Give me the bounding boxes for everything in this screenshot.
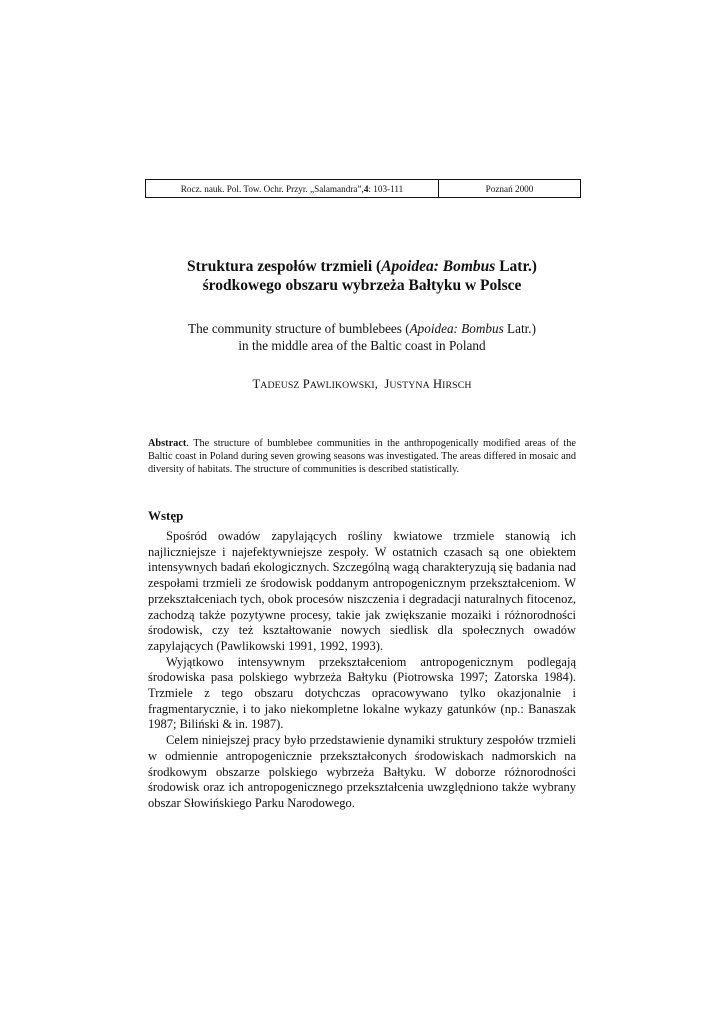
place-year: Poznań 2000 [485,183,534,194]
section-body [148,529,576,812]
abstract [148,437,576,477]
author-2: JUSTYNA HIRSCH [384,377,472,391]
journal-citation [146,180,439,197]
paragraph: Celem niniejszej pracy było przedstawienie dynamiki struktury zespołów trzmieli w odmiennie antropogenicznie przekształconych środowiskach nadmorskich na środkowym obszarze polskiego wybrzeża Bałtyku. W doborze różnorodności środowisk oraz ich antropogenicznego przekształcenia uwzględniono także wybrany obszar Słowińskiego Parku Narodowego. [148,733,576,810]
paragraph: Wyjątkowo intensywnym przekształceniom antropogenicznym podlegają środowiska pasa polskiego wybrzeża Bałtyku (Piotrowska 1997; Zatorska 1984). Trzmiele z tego obszaru dotychczas opracowywano tylko okazjonalnie i fragmentarycznie, i to jako niekompletne lokalne wykazy gatunków (np.: Banaszak 1987; Biliński & in. 1987). [148,654,576,732]
abstract-text: . The structure of bumblebee communities in the anthropogenically modified areas of the Baltic coast in Poland during seven growing seasons was investigated. The areas differed in mosaic and diversity of habitats. The structure of communities is described statistically. [148,438,576,476]
author-1: TADEUSZ PAWLIKOWSKI [252,377,375,391]
title-english-line1: The community structure of bumblebees (Apoidea: Bombus Latr.) [188,321,536,336]
paragraph: Spośród owadów zapylających rośliny kwiatowe trzmiele stanowią ich najliczniejsze i najefektywniejsze zespoły. W ostatnich czasach są one obiektem intensywnych badań ekologicznych. Szczególną wagą charakteryzują się badania nad zespołami trzmieli ze środowisk poddanym antropogenicznym przekształceniom. W przekształceniach tych, obok procesów niszczenia i degradacji naturalnych fitocenoz, zachodzą także pozytywne procesy, takie jak zwiększanie mozaiki i różnorodności środowisk, czy też kształtowanie nowych siedlisk dla społecznych owadów zapylających (Pawlikowski 1991, 1992, 1993). [148,529,576,653]
authors: TADEUSZ PAWLIKOWSKI, JUSTYNA HIRSCH [252,377,472,391]
title-english-line2: in the middle area of the Baltic coast in Poland [238,338,486,353]
title-polish-line1: Struktura zespołów trzmieli (Apoidea: Bombus Latr.) [187,258,537,275]
citation-pages: : 103-111 [368,183,404,194]
journal-header-box [145,179,581,198]
abstract-label: Abstract [148,438,187,449]
section-heading: Wstęp [148,508,184,523]
title-polish-line2: środkowego obszaru wybrzeża Bałtyku w Polsce [202,277,522,294]
citation-volume: 4 [363,183,369,194]
title-english [100,320,624,354]
citation-prefix: Rocz. nauk. Pol. Tow. Ochr. Przyr. „Salamandra”, [180,183,364,194]
title-polish [100,257,624,295]
